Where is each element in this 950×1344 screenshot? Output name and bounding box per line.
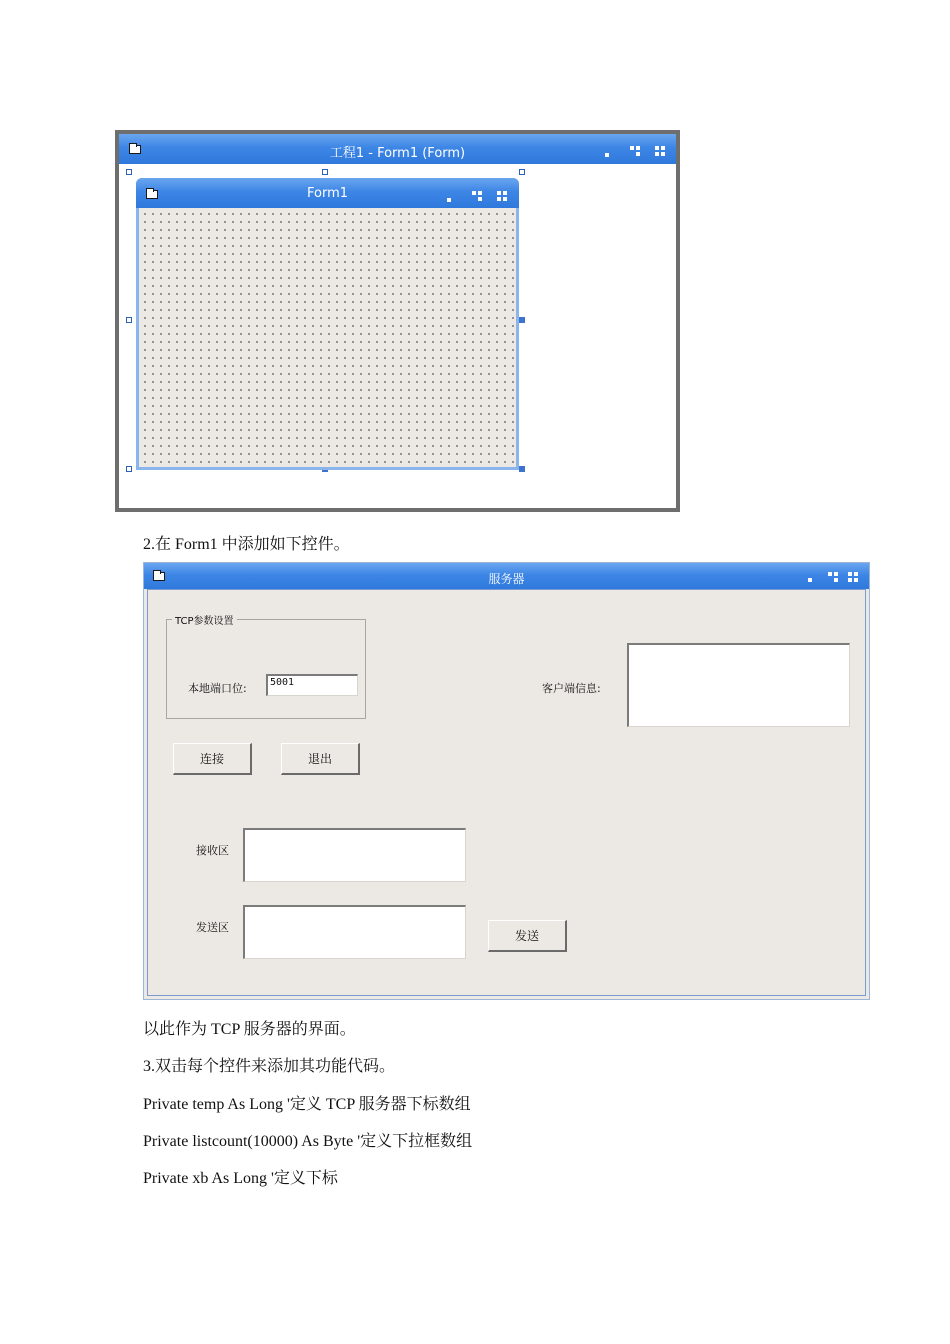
resize-handle[interactable] <box>126 466 132 472</box>
restore-icon[interactable] <box>472 191 482 201</box>
server-form-titlebar <box>144 563 869 589</box>
minimize-icon[interactable] <box>808 578 812 582</box>
server-form-title: 服务器 <box>488 572 525 586</box>
client-info-textbox[interactable] <box>627 643 850 727</box>
form1-title: Form1 <box>306 186 349 201</box>
resize-handle[interactable] <box>519 466 525 472</box>
send-textbox[interactable] <box>243 905 466 959</box>
restore-icon[interactable] <box>630 146 640 156</box>
step2-caption: 2.在 Form1 中添加如下控件。 <box>143 536 350 553</box>
step3-caption: 3.双击每个控件来添加其功能代码。 <box>143 1058 396 1075</box>
minimize-icon[interactable] <box>605 153 609 157</box>
code-line: Private listcount(10000) As Byte '定义下拉框数组 <box>143 1133 473 1150</box>
resize-handle[interactable] <box>519 317 525 323</box>
resize-handle[interactable] <box>519 169 525 175</box>
client-info-label: 客户端信息: <box>542 682 601 695</box>
receive-area-label: 接收区 <box>196 844 229 857</box>
exit-button[interactable]: 退出 <box>281 743 360 775</box>
send-area-label: 发送区 <box>196 921 229 934</box>
resize-handle[interactable] <box>126 169 132 175</box>
resize-handle[interactable] <box>126 317 132 323</box>
designer-screenshot <box>115 130 680 512</box>
form1-titlebar <box>136 178 519 208</box>
restore-icon[interactable] <box>828 572 838 582</box>
connect-button[interactable]: 连接 <box>173 743 252 775</box>
project-window-titlebar <box>119 134 676 164</box>
project-window <box>119 134 676 508</box>
server-form-screenshot <box>143 562 870 1000</box>
code-line: Private temp As Long '定义 TCP 服务器下标数组 <box>143 1096 471 1113</box>
code-line: Private xb As Long '定义下标 <box>143 1170 338 1187</box>
project-window-title: 工程1 - Form1 (Form) <box>329 146 466 161</box>
port-input[interactable]: 5001 <box>266 674 358 696</box>
tcp-settings-group <box>166 616 366 719</box>
port-label: 本地端口位: <box>188 682 247 695</box>
maximize-icon[interactable] <box>497 191 507 201</box>
receive-textbox[interactable] <box>243 828 466 882</box>
form1-design-grid[interactable] <box>139 208 516 467</box>
maximize-icon[interactable] <box>848 572 858 582</box>
send-button[interactable]: 发送 <box>488 920 567 952</box>
resize-handle[interactable] <box>322 169 328 175</box>
form1-designer[interactable] <box>136 178 519 470</box>
after-form-caption: 以此作为 TCP 服务器的界面。 <box>143 1021 356 1038</box>
maximize-icon[interactable] <box>655 146 665 156</box>
minimize-icon[interactable] <box>447 198 451 202</box>
tcp-settings-group-title: TCP参数设置 <box>172 612 237 627</box>
